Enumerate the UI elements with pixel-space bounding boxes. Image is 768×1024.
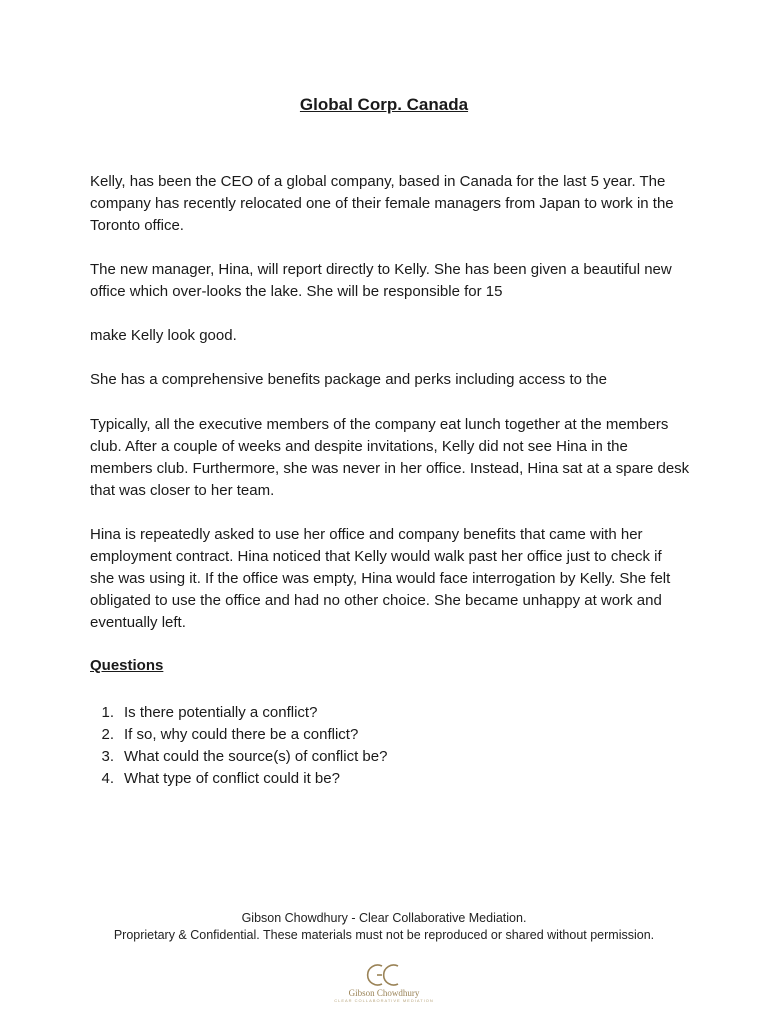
paragraph-text: Kelly, has been the CEO of a global company, based in Canada for the last 5 year. The company has recently relocated one of their female managers from Japan to work in the Toronto office. (90, 173, 674, 234)
list-item (90, 746, 387, 768)
list-number: 3. (101, 748, 114, 765)
footer-line-2: Proprietary & Confidential. These materials must not be reproduced or shared without permission. (113, 928, 655, 942)
document-title: Global Corp. Canada (299, 95, 469, 114)
questions-heading: Questions (90, 657, 164, 674)
paragraph-text: Hina is repeatedly asked to use her office and company benefits that came with her employment contract. Hina noticed that Kelly would walk past her office just to check if she was using it. If the office was empty, Hina would face interrogation by Kelly. She felt obligated to use the office and had no other choice. She became unhappy at work and eventually left. (90, 526, 671, 631)
paragraph (90, 524, 690, 634)
paragraph-text: The new manager, Hina, will report directly to Kelly. She has been given a beautiful new office which over-looks the lake. She will be responsible for 15 (90, 261, 672, 300)
list-number: 1. (101, 704, 114, 721)
page-footer (0, 910, 768, 944)
question-text: If so, why could there be a conflict? (124, 726, 359, 743)
question-text: Is there potentially a conflict? (124, 704, 318, 721)
list-number: 2. (101, 726, 114, 743)
list-item (90, 724, 387, 746)
list-number: 4. (101, 770, 114, 787)
footer-line-1: Gibson Chowdhury - Clear Collaborative Mediation. (241, 911, 527, 925)
paragraph (90, 414, 690, 502)
list-item (90, 768, 387, 790)
gc-monogram-icon (364, 962, 404, 988)
paragraph (90, 259, 690, 303)
paragraph-text: She has a comprehensive benefits package and perks including access to the (90, 371, 607, 388)
paragraph-text: make Kelly look good. (90, 327, 237, 344)
question-text: What type of conflict could it be? (124, 770, 340, 787)
paragraph (90, 369, 690, 391)
paragraph (90, 171, 690, 237)
company-logo (320, 962, 448, 1010)
question-text: What could the source(s) of conflict be? (124, 748, 388, 765)
list-item (90, 702, 387, 724)
paragraph (90, 325, 690, 347)
logo-name: Gibson Chowdhury (348, 988, 420, 998)
questions-list (90, 702, 387, 790)
paragraph-text: Typically, all the executive members of the company eat lunch together at the members club. After a couple of weeks and despite invitations, Kelly did not see Hina in the members club. Furthermore, she was never in her office. Instead, Hina sat at a spare desk that was closer to her team. (90, 416, 690, 499)
logo-tagline: CLEAR COLLABORATIVE MEDIATION (334, 998, 434, 1003)
